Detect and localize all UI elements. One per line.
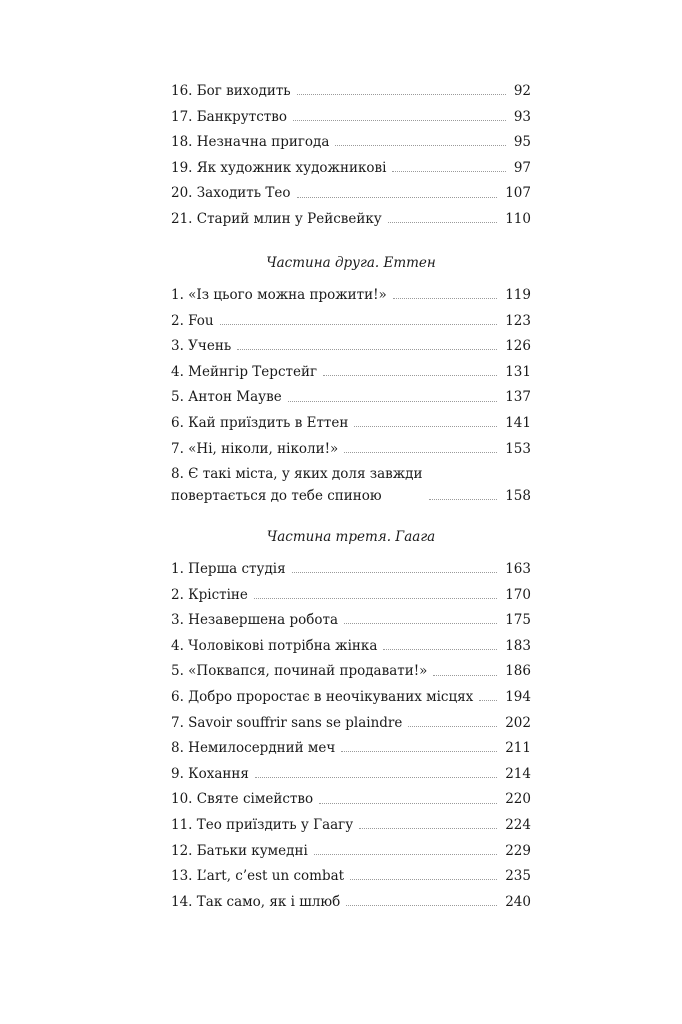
toc-entry-page: 194 <box>505 688 531 705</box>
toc-entry-title <box>171 463 423 507</box>
toc-entry-title: 6. Кай приїздить в Еттен <box>171 414 349 431</box>
dot-leader <box>392 171 505 172</box>
toc-entry-page: 229 <box>505 842 531 859</box>
dot-leader <box>319 803 497 804</box>
dot-leader <box>292 572 498 573</box>
toc-entry-title-line2: повертається до тебе спиною <box>171 488 382 505</box>
dot-leader <box>255 777 497 778</box>
toc-entry-page: 175 <box>505 612 531 629</box>
toc-part1-list <box>171 79 531 233</box>
toc-entry-title: 2. Крістіне <box>171 586 248 603</box>
dot-leader <box>237 349 497 350</box>
toc-entry-title: 14. Так само, як і шлюб <box>171 893 341 910</box>
toc-entry[interactable] <box>171 608 531 634</box>
dot-leader <box>383 649 497 650</box>
dot-leader <box>220 324 498 325</box>
toc-entry-page: 214 <box>505 765 531 782</box>
toc-entry[interactable] <box>171 463 531 507</box>
toc-entry-page: 153 <box>505 440 531 457</box>
toc-entry[interactable] <box>171 711 531 737</box>
toc-entry-title: 11. Тео приїздить у Гаагу <box>171 816 354 833</box>
toc-entry-title: 10. Святе сімейство <box>171 791 314 808</box>
toc-entry-page: 126 <box>505 338 531 355</box>
toc-part3-list <box>171 557 531 915</box>
toc-entry-page: 97 <box>513 159 531 176</box>
dot-leader <box>479 700 497 701</box>
toc-entry-title: 5. Антон Мауве <box>171 389 282 406</box>
dot-leader <box>341 751 497 752</box>
dot-leader <box>429 499 498 500</box>
toc-entry[interactable] <box>171 411 531 437</box>
toc-entry-page: 107 <box>505 185 531 202</box>
dot-leader <box>433 675 497 676</box>
toc-entry-page: 183 <box>505 637 531 654</box>
toc-entry-page: 220 <box>505 791 531 808</box>
dot-leader <box>354 426 497 427</box>
toc-entry[interactable] <box>171 156 531 182</box>
dot-leader <box>408 726 497 727</box>
toc-entry-title-line1: 8. Є такі міста, у яких доля завжди <box>171 466 423 483</box>
toc-entry[interactable] <box>171 839 531 865</box>
toc-entry-title: 7. «Ні, ніколи, ніколи!» <box>171 440 339 457</box>
dot-leader <box>297 94 506 95</box>
toc-entry-title: 1. «Із цього можна прожити!» <box>171 287 387 303</box>
dot-leader <box>346 905 497 906</box>
dot-leader <box>297 197 498 198</box>
toc-entry[interactable] <box>171 181 531 207</box>
toc-entry[interactable] <box>171 79 531 105</box>
dot-leader <box>393 298 497 299</box>
toc-entry[interactable] <box>171 360 531 386</box>
toc-entry[interactable] <box>171 685 531 711</box>
toc-entry-page: 131 <box>505 363 531 380</box>
dot-leader <box>359 828 497 829</box>
dot-leader <box>344 623 497 624</box>
toc-entry-title: 9. Кохання <box>171 765 249 782</box>
toc-entry-page: 202 <box>505 714 531 731</box>
toc-entry-title: 6. Добро проростає в неочікуваних місцях <box>171 688 474 705</box>
toc-entry-page: 95 <box>513 134 531 151</box>
toc-entry[interactable] <box>171 762 531 788</box>
toc-entry-page: 93 <box>513 108 531 125</box>
toc-entry-title: 3. Учень <box>171 338 232 355</box>
toc-entry-page: 92 <box>513 83 531 99</box>
toc-entry[interactable] <box>171 557 531 583</box>
toc-entry[interactable] <box>171 437 531 463</box>
toc-entry-title: 7. Savoir souffrir sans se plaindre <box>171 714 403 731</box>
toc-entry-title: 1. Перша студія <box>171 561 286 577</box>
toc-entry-title: 2. Fou <box>171 312 214 329</box>
toc-entry-page: 170 <box>505 586 531 603</box>
toc-entry-page: 224 <box>505 816 531 833</box>
toc-entry-page: 158 <box>505 488 531 505</box>
toc-entry[interactable] <box>171 130 531 156</box>
toc-entry[interactable] <box>171 864 531 890</box>
dot-leader <box>388 222 497 223</box>
toc-entry-page: 163 <box>505 561 531 577</box>
toc-entry[interactable] <box>171 813 531 839</box>
toc-entry-title: 16. Бог виходить <box>171 83 291 99</box>
toc-entry[interactable] <box>171 634 531 660</box>
toc-entry-page: 110 <box>505 210 531 227</box>
toc-entry-title: 13. L’art, c’est un combat <box>171 868 345 885</box>
toc-entry-title: 4. Мейнгір Терстейг <box>171 363 318 380</box>
toc-entry[interactable] <box>171 105 531 131</box>
dot-leader <box>293 120 506 121</box>
toc-entry-title: 17. Банкрутство <box>171 108 287 125</box>
toc-entry-title: 12. Батьки кумедні <box>171 842 308 859</box>
toc-entry-page: 186 <box>505 663 531 680</box>
toc-entry-page: 119 <box>505 287 531 303</box>
toc-entry-page: 141 <box>505 414 531 431</box>
toc-entry[interactable] <box>171 890 531 916</box>
toc-entry-page: 211 <box>505 740 531 757</box>
toc-entry-title: 8. Немилосердний меч <box>171 740 336 757</box>
dot-leader <box>254 598 497 599</box>
dot-leader <box>288 401 498 402</box>
toc-entry[interactable] <box>171 207 531 233</box>
toc-entry[interactable] <box>171 787 531 813</box>
toc-entry-page: 137 <box>505 389 531 406</box>
dot-leader <box>350 879 497 880</box>
dot-leader <box>344 452 497 453</box>
toc-part2-list <box>171 283 531 507</box>
toc-entry-title: 5. «Поквапся, починай продавати!» <box>171 663 428 680</box>
toc-entry-title: 21. Старий млин у Рейсвейку <box>171 210 382 227</box>
toc-entry-title: 4. Чоловікові потрібна жінка <box>171 637 378 654</box>
toc-entry-title: 18. Незначна пригода <box>171 134 330 151</box>
toc-entry-page: 123 <box>505 312 531 329</box>
section-heading-part3: Частина третя. Гаага <box>266 529 436 545</box>
toc-entry-title: 3. Незавершена робота <box>171 612 338 629</box>
toc-entry-title: 20. Заходить Тео <box>171 185 291 202</box>
toc-entry-title: 19. Як художник художникові <box>171 159 387 176</box>
dot-leader <box>335 145 505 146</box>
toc-entry[interactable] <box>171 283 531 309</box>
section-heading-part2: Частина друга. Еттен <box>266 255 436 271</box>
toc-entry[interactable] <box>171 334 531 360</box>
dot-leader <box>323 375 497 376</box>
toc-entry[interactable] <box>171 583 531 609</box>
dot-leader <box>314 854 497 855</box>
toc-entry-page: 240 <box>505 893 531 910</box>
toc-entry[interactable] <box>171 309 531 335</box>
toc-entry[interactable] <box>171 659 531 685</box>
toc-entry[interactable] <box>171 736 531 762</box>
toc-entry-page: 235 <box>505 868 531 885</box>
toc-entry[interactable] <box>171 385 531 411</box>
